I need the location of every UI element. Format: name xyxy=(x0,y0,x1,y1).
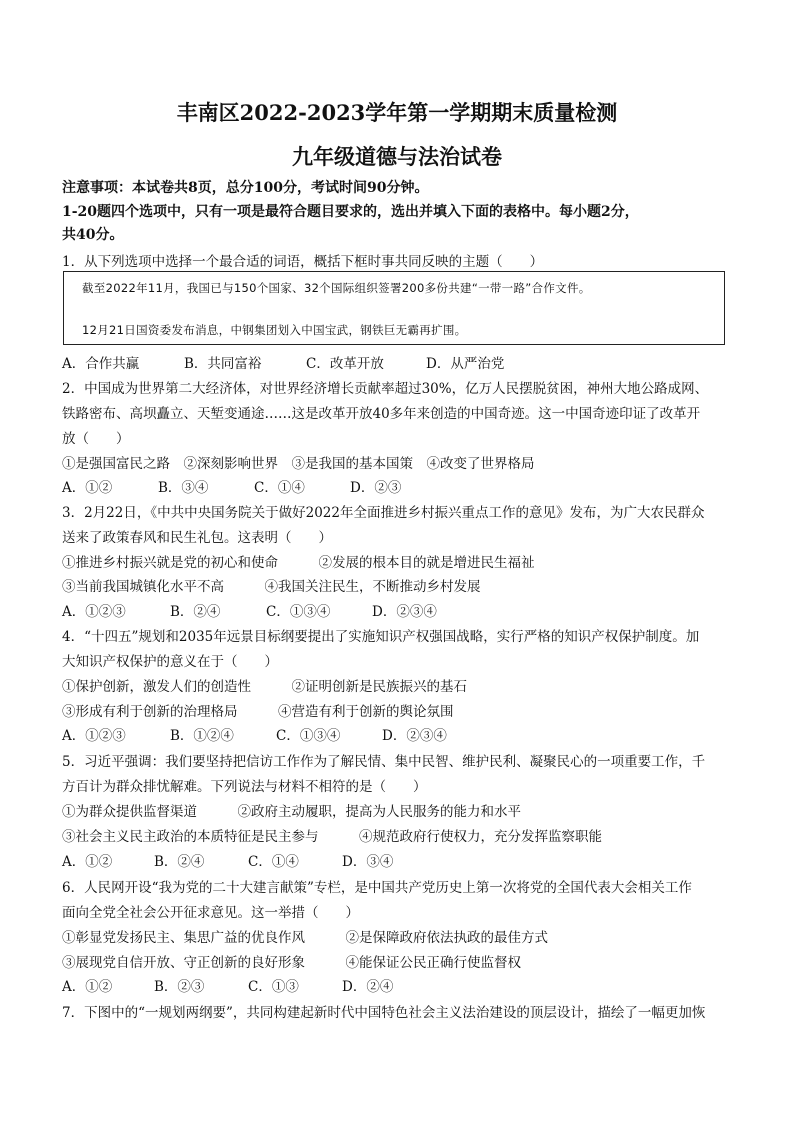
q4-option-b: B．①②④ xyxy=(170,728,234,744)
q4-stem-1: 4．“十四五”规划和2035年远景目标纲要提出了实施知识产权强国战略，实行严格的知识产权保护制度。加 xyxy=(62,629,700,645)
q2-options xyxy=(62,476,742,496)
q6-items-1: ①彰显党发扬民主、集思广益的优良作风 ②是保障政府依法执政的最佳方式 xyxy=(62,930,548,946)
q4-option-d: D．②③④ xyxy=(382,728,447,744)
q7-stem-1: 7．下图中的“一规划两纲要”，共同构建起新时代中国特色社会主义法治建设的顶层设计，描绘了一幅更加恢 xyxy=(62,1005,706,1021)
q1-box-line-2: 12月21日国资委发布消息，中钢集团划入中国宝武，钢铁巨无霸再扩围。 xyxy=(82,323,467,337)
q4-items-1: ①保护创新，激发人们的创造性 ②证明创新是民族振兴的基石 xyxy=(62,679,467,695)
q2-option-a: A．①② xyxy=(62,480,113,496)
q5-stem-1: 5．习近平强调：我们要坚持把信访工作作为了解民情、集中民智、维护民利、凝聚民心的一项重要工作，千 xyxy=(62,754,706,770)
q4-items-2: ③形成有利于创新的治理格局 ④营造有利于创新的舆论氛围 xyxy=(62,704,454,720)
q2-stem-1: 2．中国成为世界第二大经济体，对世界经济增长贡献率超过30%，亿万人民摆脱贫困，神州大地公路成网、 xyxy=(62,381,709,397)
q4-stem-2: 大知识产权保护的意义在于（ ） xyxy=(62,654,278,670)
q3-items-1: ①推进乡村振兴就是党的初心和使命 ②发展的根本目的就是增进民生福祉 xyxy=(62,555,535,571)
q1-option-a: A．合作共赢 xyxy=(62,356,140,372)
q2-stem-3: 放（ ） xyxy=(62,431,130,447)
q3-stem-2: 送来了政策春风和民生礼包。这表明（ ） xyxy=(62,530,332,546)
q1-option-c: C．改革开放 xyxy=(306,356,384,372)
q6-option-d: D．②④ xyxy=(342,979,394,995)
notes-line-1: 注意事项：本试卷共8页，总分100分，考试时间90分钟。 xyxy=(62,180,429,196)
q1-option-b: B．共同富裕 xyxy=(184,356,262,372)
q5-items-1: ①为群众提供监督渠道 ②政府主动履职，提高为人民服务的能力和水平 xyxy=(62,804,521,820)
notes-line-3: 共40分。 xyxy=(62,227,124,243)
q5-option-d: D．③④ xyxy=(342,854,394,870)
q6-options xyxy=(62,975,742,995)
q5-option-a: A．①② xyxy=(62,854,113,870)
q4-option-a: A．①②③ xyxy=(62,728,126,744)
q3-option-b: B．②④ xyxy=(170,604,221,620)
q2-items: ①是强国富民之路 ②深刻影响世界 ③是我国的基本国策 ④改变了世界格局 xyxy=(62,456,535,472)
q6-items-2: ③展现党自信开放、守正创新的良好形象 ④能保证公民正确行使监督权 xyxy=(62,955,521,971)
q1-box-line-1: 截至2022年11月，我国已与150个国家、32个国际组织签署200多份共建“一带一路”合作文件。 xyxy=(82,281,591,295)
q5-options xyxy=(62,850,742,870)
q6-stem-1: 6．人民网开设“我为党的二十大建言献策”专栏，是中国共产党历史上第一次将党的全国代表大会相关工作 xyxy=(62,880,692,896)
q6-stem-2: 面向全党全社会公开征求意见。这一举措（ ） xyxy=(62,905,359,921)
q2-option-c: C．①④ xyxy=(254,480,305,496)
q3-option-c: C．①③④ xyxy=(266,604,331,620)
q3-items-2: ③当前我国城镇化水平不高 ④我国关注民生，不断推动乡村发展 xyxy=(62,579,481,595)
q4-option-c: C．①③④ xyxy=(276,728,341,744)
q3-option-a: A．①②③ xyxy=(62,604,126,620)
q2-option-d: D．②③ xyxy=(350,480,402,496)
q3-option-d: D．②③④ xyxy=(372,604,437,620)
q2-stem-2: 铁路密布、高坝矗立、天堑变通途……这是改革开放40多年来创造的中国奇迹。这一中国奇迹印证了改革开 xyxy=(62,406,701,422)
exam-title: 丰南区2022-2023学年第一学期期末质量检测 xyxy=(176,100,618,125)
q1-option-d: D．从严治党 xyxy=(426,356,505,372)
q5-option-c: C．①④ xyxy=(248,854,299,870)
notes-line-2: 1-20题四个选项中，只有一项是最符合题目要求的，选出并填入下面的表格中。每小题2分， xyxy=(62,204,639,220)
q1-options xyxy=(62,352,742,372)
q2-option-b: B．③④ xyxy=(158,480,209,496)
q5-option-b: B．②④ xyxy=(154,854,205,870)
q3-options xyxy=(62,600,742,620)
q6-option-a: A．①② xyxy=(62,979,113,995)
q5-items-2: ③社会主义民主政治的本质特征是民主参与 ④规范政府行使权力，充分发挥监察职能 xyxy=(62,829,602,845)
q1-stem: 1．从下列选项中选择一个最合适的词语，概括下框时事共同反映的主题（ ） xyxy=(62,254,544,270)
q6-option-b: B．②③ xyxy=(154,979,205,995)
q3-stem-1: 3．2月22日，《中共中央国务院关于做好2022年全面推进乡村振兴重点工作的意见》发布，为广大农民群众 xyxy=(62,505,705,521)
exam-subtitle: 九年级道德与法治试卷 xyxy=(292,144,502,169)
q6-option-c: C．①③ xyxy=(248,979,299,995)
q1-news-box xyxy=(63,271,725,345)
q5-stem-2: 方百计为群众排忧解难。下列说法与材料不相符的是（ ） xyxy=(62,779,427,795)
q4-options xyxy=(62,724,742,744)
